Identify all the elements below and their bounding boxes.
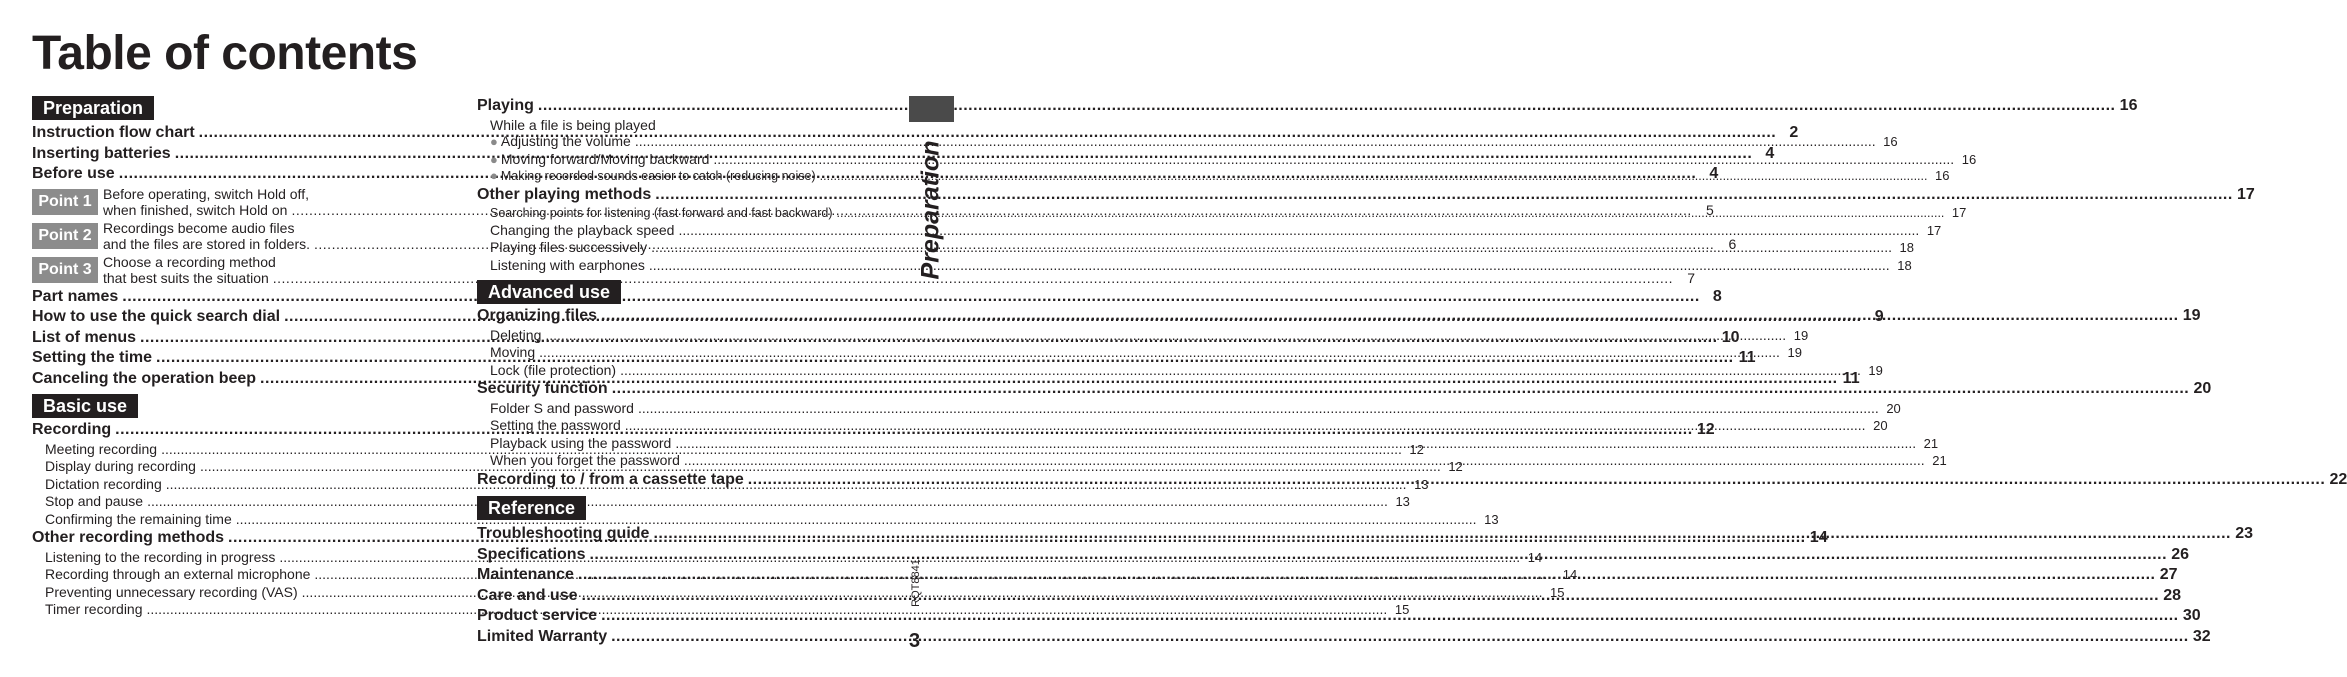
toc-subentry[interactable]: Lock (file protection) ..... 19 [477, 362, 890, 380]
toc-subheading: While a file is being played [490, 116, 656, 133]
page-title: Table of contents [32, 27, 418, 80]
page-number: 3 [909, 630, 921, 652]
toc-subentry[interactable]: Confirming the remaining time ..... 13 [32, 511, 445, 529]
toc-entry[interactable]: Troubleshooting guide ..... 23 [477, 524, 890, 545]
toc-entry[interactable]: Care and use ..... 28 [477, 586, 890, 607]
toc-entry[interactable]: List of menus ..... 10 [32, 328, 445, 349]
toc-subentry[interactable]: Recording through an external microphone ..... 14 [32, 566, 445, 584]
section-heading-advanced-use: Advanced use [477, 280, 621, 304]
point-text: Choose a recording method [103, 253, 276, 270]
bullet-icon: ● [490, 134, 498, 149]
toc-entry[interactable]: Security function ..... 20 [477, 379, 890, 400]
toc-subentry[interactable]: Changing the playback speed ..... 17 [477, 222, 890, 240]
toc-subentry[interactable]: ● Making recorded sounds easier to catch (reducing noise) ..... 16 [477, 168, 890, 185]
toc-entry[interactable]: Product service ..... 30 [477, 606, 890, 627]
toc-subentry[interactable]: Preventing unnecessary recording (VAS) ..... 15 [32, 584, 445, 602]
point-text: Before operating, switch Hold off, [103, 185, 309, 202]
toc-entry[interactable]: Recording to / from a cassette tape ..... 22 [477, 470, 890, 491]
point-text: Recordings become audio files [103, 219, 295, 236]
toc-entry[interactable]: Playing ..... 16 [477, 96, 890, 117]
toc-subentry[interactable]: Folder S and password ..... 20 [477, 400, 890, 418]
toc-subentry[interactable]: Display during recording ..... 12 [32, 458, 445, 476]
toc-subentry[interactable]: Listening to the recording in progress ..... 14 [32, 549, 445, 567]
toc-entry[interactable]: Inserting batteries ..... 4 [32, 144, 445, 165]
toc-subentry[interactable]: Deleting ..... 19 [477, 327, 890, 345]
toc-entry[interactable]: Limited Warranty ..... 32 [477, 627, 890, 648]
toc-subentry[interactable]: ● Adjusting the volume ..... 16 [477, 133, 890, 151]
point-3-entry[interactable]: Point 3 Choose a recording method that best suits the situation ..... 7 [32, 254, 445, 287]
toc-subentry[interactable]: Stop and pause ..... 13 [32, 493, 445, 511]
toc-entry[interactable]: Specifications ..... 26 [477, 545, 890, 566]
bullet-icon: ● [490, 168, 498, 183]
point-2-entry[interactable]: Point 2 Recordings become audio files and the files are stored in folders. ..... 6 [32, 220, 445, 253]
toc-subentry[interactable]: Searching points for listening (fast forward and fast backward) ..... 17 [477, 205, 890, 222]
toc-entry[interactable]: Part names ..... 8 [32, 287, 445, 308]
toc-entry[interactable]: Instruction flow chart ..... 2 [32, 123, 445, 144]
toc-subentry[interactable]: ● Moving forward/Moving backward ..... 16 [477, 151, 890, 169]
section-side-label: Preparation [916, 140, 945, 280]
toc-entry[interactable]: Other recording methods ..... 14 [32, 528, 445, 549]
toc-entry[interactable]: Setting the time ..... 11 [32, 348, 445, 369]
toc-subentry[interactable]: Timer recording ..... 15 [32, 601, 445, 619]
toc-entry[interactable]: Canceling the operation beep ..... 11 [32, 369, 445, 390]
toc-entry[interactable]: Other playing methods ..... 17 [477, 185, 890, 206]
section-heading-preparation: Preparation [32, 96, 154, 120]
point-2-label: Point 2 [32, 223, 98, 249]
toc-subentry[interactable]: Listening with earphones ..... 18 [477, 257, 890, 275]
toc-subentry[interactable]: Playing files successively ..... 18 [477, 239, 890, 257]
toc-subentry[interactable]: Moving ..... 19 [477, 344, 890, 362]
toc-subentry[interactable]: When you forget the password ..... 21 [477, 452, 890, 470]
section-heading-reference: Reference [477, 496, 586, 520]
point-3-label: Point 3 [32, 257, 98, 283]
toc-subentry[interactable]: Setting the password ..... 20 [477, 417, 890, 435]
point-1-label: Point 1 [32, 189, 98, 215]
section-tab [909, 96, 954, 122]
toc-entry[interactable]: Organizing files ..... 19 [477, 306, 890, 327]
toc-entry[interactable]: Recording ..... 12 [32, 420, 445, 441]
toc-subentry[interactable]: Dictation recording ..... 13 [32, 476, 445, 494]
bullet-icon: ● [490, 151, 498, 167]
toc-entry[interactable]: How to use the quick search dial ..... 9 [32, 307, 445, 328]
toc-entry[interactable]: Before use ..... 4 [32, 164, 445, 185]
toc-subentry[interactable]: Playback using the password ..... 21 [477, 435, 890, 453]
toc-entry[interactable]: Maintenance ..... 27 [477, 565, 890, 586]
point-1-entry[interactable]: Point 1 Before operating, switch Hold off, when finished, switch Hold on ..... 5 [32, 186, 445, 219]
toc-subentry[interactable]: Meeting recording ..... 12 [32, 441, 445, 459]
document-code: RQT8841 [910, 559, 922, 607]
section-heading-basic-use: Basic use [32, 394, 138, 418]
